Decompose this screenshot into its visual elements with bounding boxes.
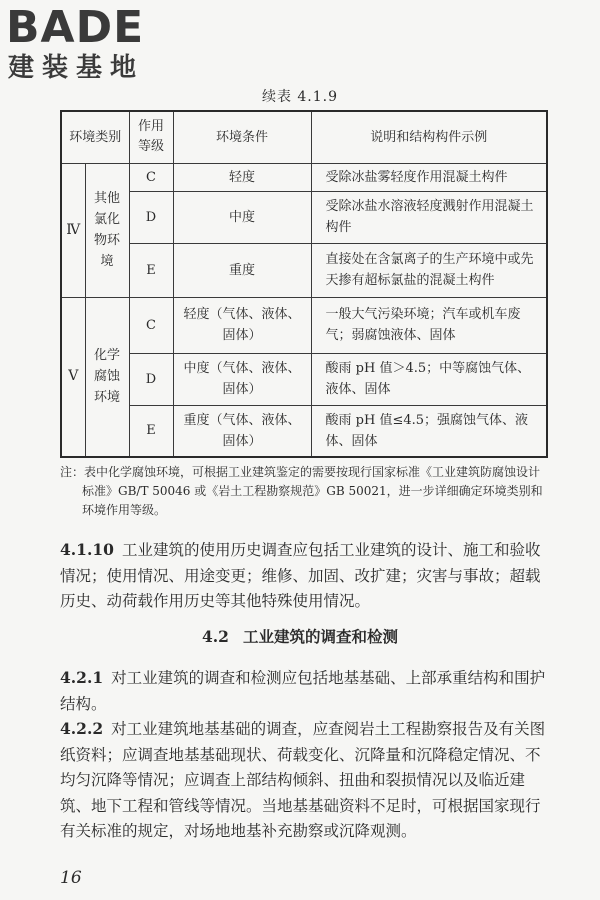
- table-row: [61, 243, 547, 297]
- section-number: 4.2: [202, 627, 229, 646]
- row-example: 受除冰盐雾轻度作用混凝土构件: [311, 163, 547, 191]
- header-grade: [129, 111, 173, 163]
- row-example: 受除冰盐水溶液轻度溅射作用混凝土构件: [311, 191, 547, 243]
- table-note: [60, 463, 550, 520]
- header-env-category: 环境类别: [61, 111, 129, 163]
- table-row: [61, 297, 547, 353]
- row-example: 酸雨 pH 值≤4.5；强腐蚀气体、液体、固体: [311, 405, 547, 457]
- row-grade: E: [129, 243, 173, 297]
- row-condition: 轻度: [173, 163, 311, 191]
- group-roman: Ⅴ: [61, 297, 85, 457]
- note-label: 注：: [60, 465, 85, 479]
- table-row: [61, 405, 547, 457]
- clause-text: 工业建筑的使用历史调查应包括工业建筑的设计、施工和验收情况；使用情况、用途变更；维修、加固、改扩建；灾害与事故；超载历史、动荷载作用历史等其他特殊使用情况。: [60, 541, 541, 610]
- row-example: 直接处在含氯离子的生产环境中或先天掺有超标氯盐的混凝土构件: [311, 243, 547, 297]
- row-example: 酸雨 pH 值＞4.5；中等腐蚀气体、液体、固体: [311, 353, 547, 405]
- section-title-text: 工业建筑的调查和检测: [242, 627, 398, 646]
- row-condition: 中度: [173, 191, 311, 243]
- group-category: 化学腐蚀环境: [85, 297, 129, 457]
- table-caption: 续表 4.1.9: [261, 89, 339, 105]
- table-row: [61, 353, 547, 405]
- page-number: 16: [60, 868, 82, 888]
- row-condition: 重度（气体、液体、固体）: [173, 405, 311, 457]
- clause-4-1-10: [60, 537, 550, 615]
- row-grade: C: [129, 297, 173, 353]
- clause-number: 4.2.1: [60, 668, 104, 687]
- logo-chinese: 建装基地: [8, 53, 145, 83]
- row-example: 一般大气污染环境；汽车或机车废气；弱腐蚀液体、固体: [311, 297, 547, 353]
- row-condition: 重度: [173, 243, 311, 297]
- environment-table: [60, 110, 548, 458]
- row-grade: E: [129, 405, 173, 457]
- table-header-row: [61, 111, 547, 163]
- clause-text: 对工业建筑的调查和检测应包括地基基础、上部承重结构和围护结构。: [60, 669, 546, 713]
- header-grade-text: 作用等级: [138, 119, 165, 155]
- clause-4-2-2: [60, 716, 550, 845]
- row-grade: C: [129, 163, 173, 191]
- row-condition: 轻度（气体、液体、固体）: [173, 297, 311, 353]
- group-category: 其他氯化物环境: [85, 163, 129, 297]
- clause-text: 对工业建筑地基基础的调查，应查阅岩土工程勘察报告及有关图纸资料；应调查地基基础现状、荷载变化、沉降量和沉降稳定情况、不均匀沉降等情况；应调查上部结构倾斜、扭曲和裂损情况以及临近建筑、地下工程和管线等情况。当地基基础资料不足时，可根据国家现行有关标准的规定，对场地地基补充勘察或沉降观测。: [60, 720, 546, 840]
- row-condition: 中度（气体、液体、固体）: [173, 353, 311, 405]
- section-heading: [0, 625, 600, 647]
- clause-number: 4.2.2: [60, 719, 104, 738]
- row-grade: D: [129, 191, 173, 243]
- clause-4-2-1: [60, 665, 550, 717]
- group-roman: Ⅳ: [61, 163, 85, 297]
- logo-latin: BADE: [6, 2, 145, 53]
- brand-logo: [6, 4, 176, 90]
- note-text: 表中化学腐蚀环境，可根据工业建筑鉴定的需要按现行国家标准《工业建筑防腐蚀设计标准》GB/T 50046 或《岩土工程勘察规范》GB 50021，进一步详细确定环境类别和环境作用等级。: [82, 465, 543, 517]
- table-row: [61, 163, 547, 191]
- table-row: [61, 191, 547, 243]
- row-grade: D: [129, 353, 173, 405]
- header-condition: 环境条件: [173, 111, 311, 163]
- clause-number: 4.1.10: [60, 540, 114, 559]
- header-example: 说明和结构构件示例: [311, 111, 547, 163]
